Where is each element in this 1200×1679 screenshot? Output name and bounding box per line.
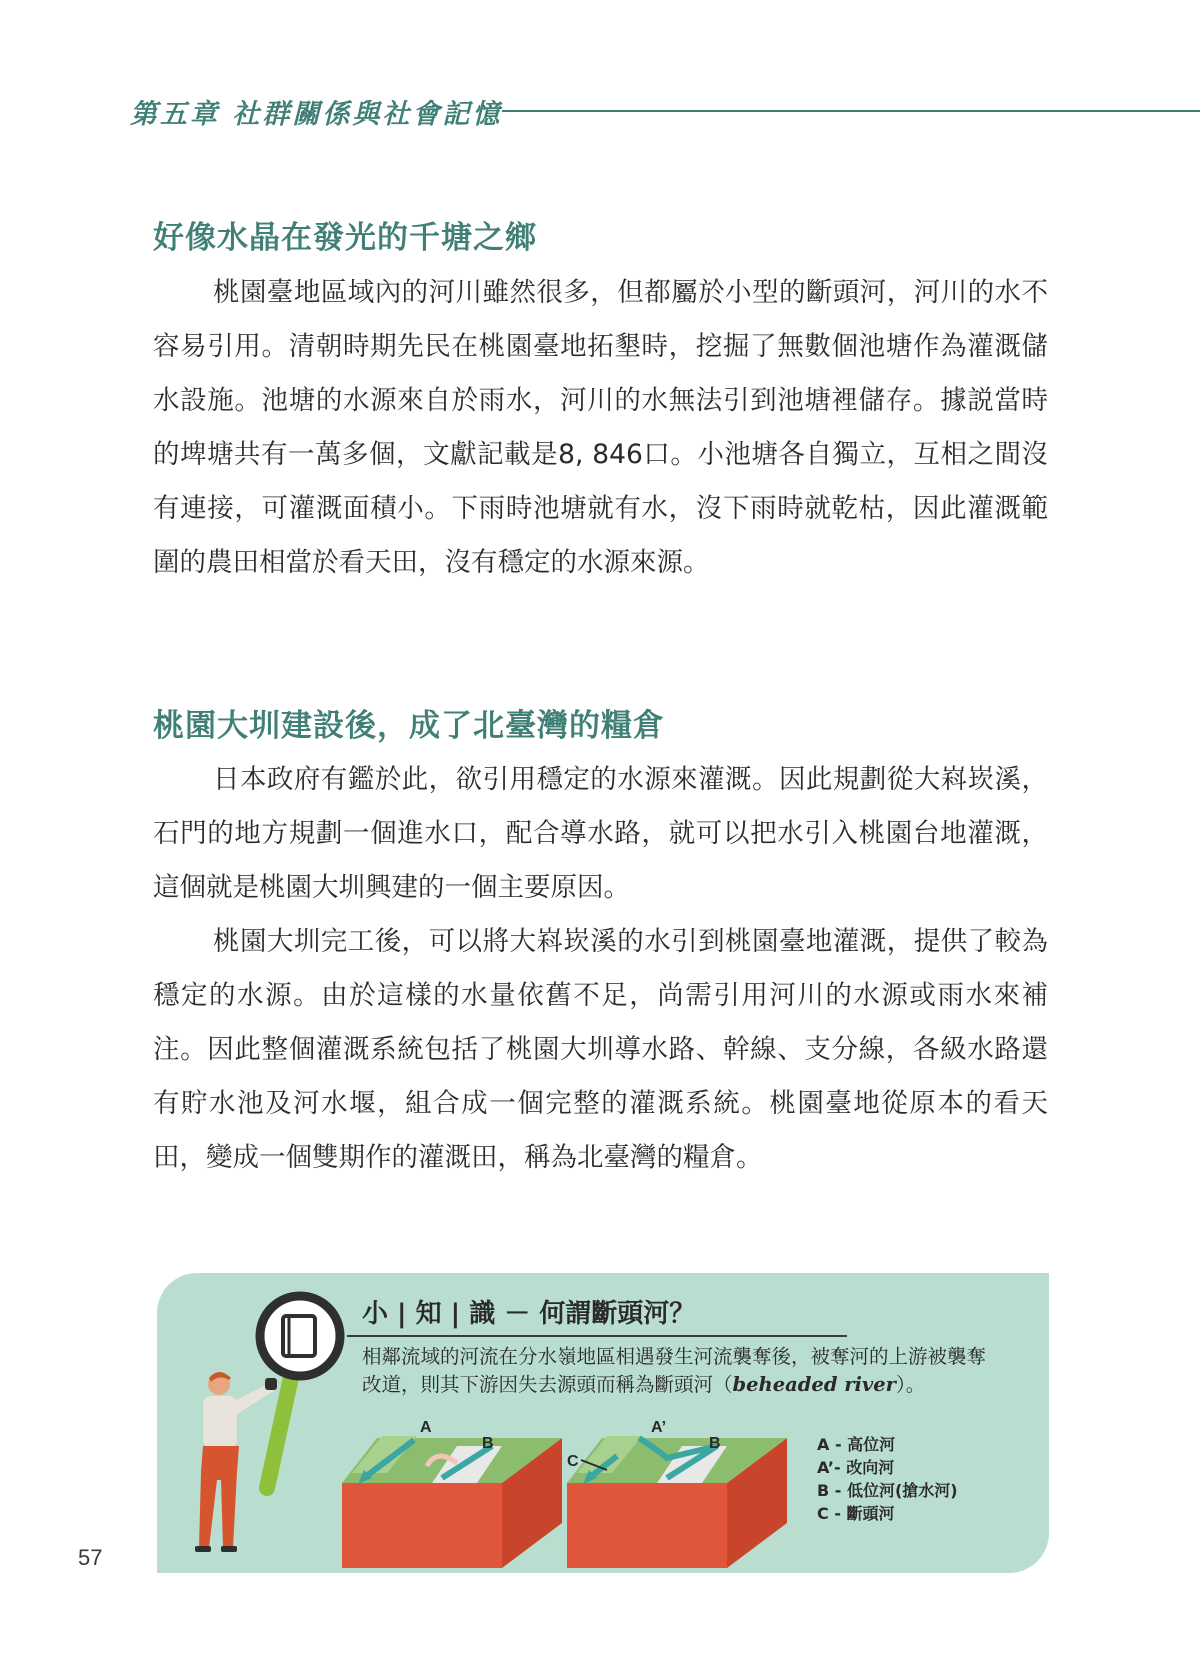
definition-text-end: ）。 (895, 1373, 926, 1396)
diagram1-label-b: B (482, 1435, 494, 1452)
definition-english-term: beheaded river (732, 1373, 896, 1396)
knowledge-box-text (362, 1343, 992, 1399)
legend-item: A’- 改向河 (817, 1458, 895, 1477)
definition-text: 相鄰流域的河流在分水嶺地區相遇發生河流襲奪後，被奪河的上游被襲奪改道，則其下游因失去源頭而稱為斷頭河（ (362, 1345, 987, 1396)
diagram2-label-a-prime: A’ (651, 1419, 667, 1436)
legend-item: C - 斷頭河 (817, 1504, 895, 1523)
person-illustration (179, 1368, 289, 1558)
paragraph-canal-2: 桃園大圳完工後，可以將大嵙崁溪的水引到桃園臺地灌溉，提供了較為穩定的水源。由於這樣的水量依舊不足，尚需引用河川的水源或雨水來補注。因此整個灌溉系統包括了桃園大圳導水路、幹線、支分線，各級水路還有貯水池及河水堰，組合成一個完整的灌溉系統。桃園臺地從原本的看天田，變成一個雙期作的灌溉田，稱為北臺灣的糧倉。 (153, 926, 1048, 1173)
knowledge-box (157, 1273, 1049, 1573)
section-heading-ponds: 好像水晶在發光的千塘之鄉 (153, 220, 537, 256)
river-capture-diagram-after (567, 1418, 797, 1568)
knowledge-box-title: 小 | 知 | 識 － 何謂斷頭河？ (362, 1299, 696, 1329)
paragraph-canal-1: 日本政府有鑑於此，欲引用穩定的水源來灌溉。因此規劃從大嵙崁溪，石門的地方規劃一個進水口，配合導水路，就可以把水引入桃園台地灌溉，這個就是桃園大圳興建的一個主要原因。 (153, 764, 1048, 903)
knowledge-title-underline (347, 1335, 847, 1337)
river-capture-diagram-before (342, 1418, 562, 1568)
diagram1-label-a: A (420, 1419, 432, 1436)
diagram-legend (817, 1433, 958, 1525)
page-number: 57 (78, 1545, 103, 1570)
legend-item: A - 高位河 (817, 1435, 896, 1454)
diagram2-label-b: B (709, 1435, 721, 1452)
section-heading-canal: 桃園大圳建設後，成了北臺灣的糧倉 (153, 708, 665, 744)
chapter-divider (502, 110, 1200, 112)
paragraph-ponds: 桃園臺地區域內的河川雖然很多，但都屬於小型的斷頭河，河川的水不容易引用。清朝時期先民在桃園臺地拓墾時，挖掘了無數個池塘作為灌溉儲水設施。池塘的水源來自於雨水，河川的水無法引到池塘裡儲存。據説當時的埤塘共有一萬多個，文獻記載是8, 846口。小池塘各自獨立，互相之間沒有連接，可灌溉面積小。下雨時池塘就有水，沒下雨時就乾枯，因此灌溉範圍的農田相當於看天田，沒有穩定的水源來源。 (153, 277, 1048, 578)
diagram2-label-c: C (567, 1453, 579, 1470)
chapter-title: 第五章 社群關係與社會記憶 (130, 99, 503, 130)
chapter-header (130, 92, 1200, 132)
legend-item: B - 低位河(搶水河) (817, 1481, 958, 1500)
